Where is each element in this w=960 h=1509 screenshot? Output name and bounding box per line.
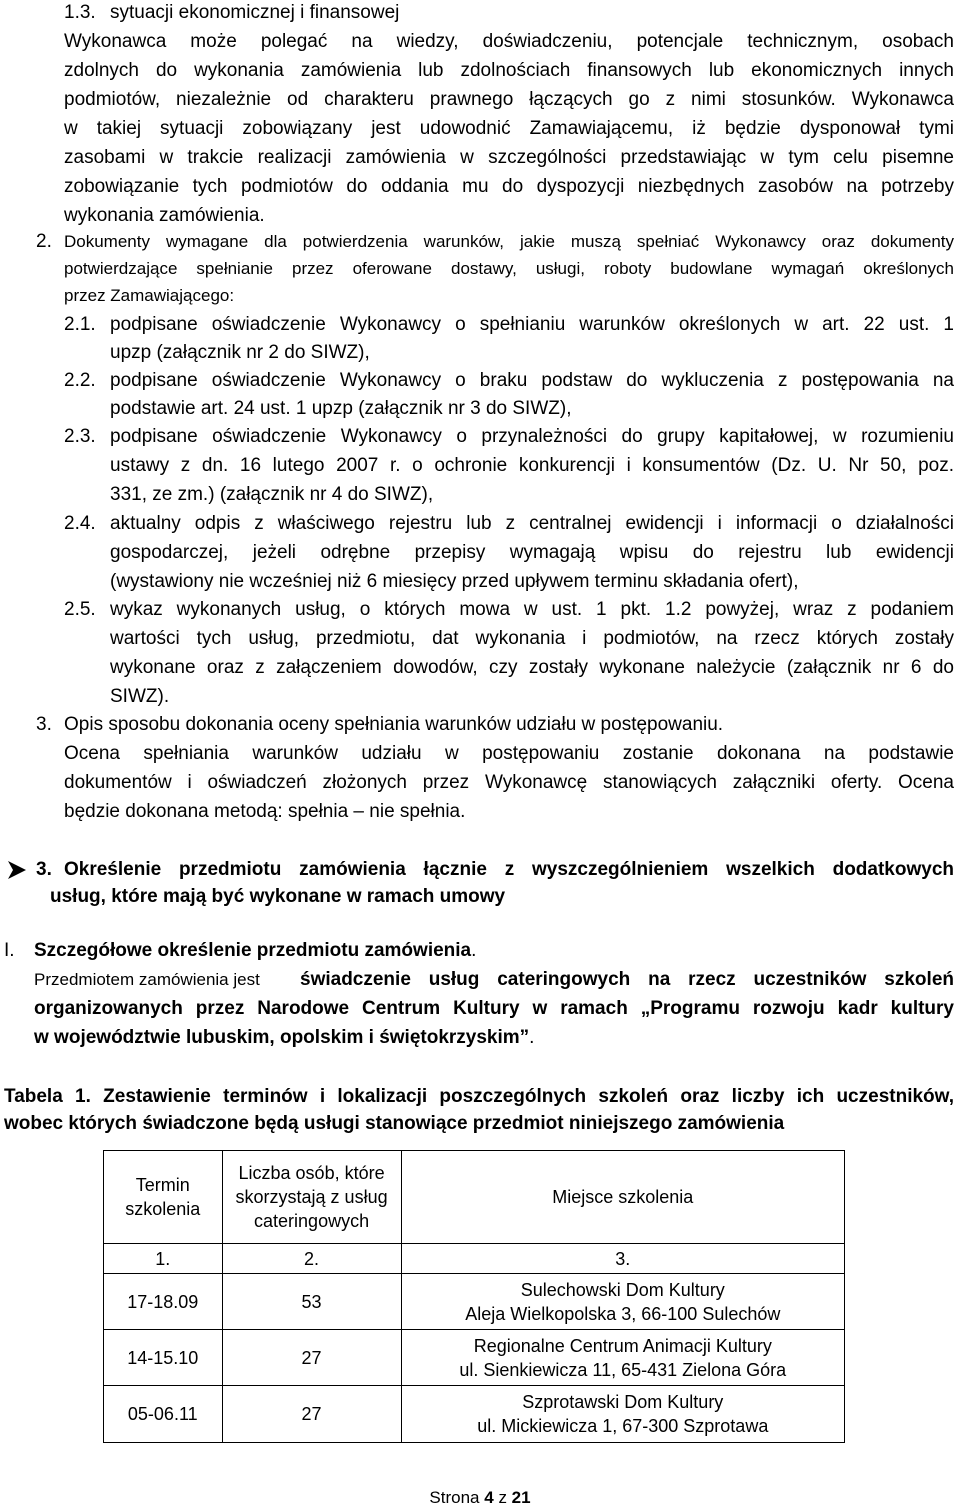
list-item-number: 2.1. xyxy=(64,314,96,335)
section-number: 3. xyxy=(36,714,52,735)
section-number: 2. xyxy=(36,231,52,252)
table-cell: 2. xyxy=(222,1244,401,1274)
paragraph-line: potwierdzające spełnianie przez oferowane dostawy, usługi, roboty budowlane wymagań określonych xyxy=(64,259,954,278)
intro-text: Przedmiotem zamówienia jest xyxy=(34,970,260,989)
list-item-line: wykonane oraz z załączeniem dowodów, czy zostały wykonane należycie (załącznik nr 6 do xyxy=(110,657,954,678)
subject-bold-line: w województwie lubuskim, opolskim i świętokrzyskim”. xyxy=(34,1027,535,1048)
list-item-line: podpisane oświadczenie Wykonawcy o spełnianiu warunków określonych w art. 22 ust. 1 xyxy=(110,314,954,335)
heading-line: Określenie przedmiotu zamówienia łącznie z wyszczególnieniem wszelkich dodatkowych xyxy=(64,859,954,880)
footer-separator: z xyxy=(498,1488,507,1507)
list-item-number: 2.2. xyxy=(64,370,96,391)
paragraph-line: dokumentów i oświadczeń złożonych przez Wykonawcę stanowiących załączniki oferty. Ocena xyxy=(64,772,954,793)
table-cell: 1. xyxy=(104,1244,223,1274)
list-item-number: 2.4. xyxy=(64,513,96,534)
paragraph-line: wykonania zamówienia. xyxy=(64,205,265,226)
list-item-line: podstawie art. 24 ust. 1 upzp (załącznik nr 3 do SIWZ), xyxy=(110,398,572,419)
table-cell: Sulechowski Dom Kultury Aleja Wielkopolska 3, 66-100 Sulechów xyxy=(401,1274,844,1330)
paragraph-line: Ocena spełniania warunków udziału w postępowaniu zostanie dokonana na podstawie xyxy=(64,743,954,764)
paragraph-line: zobowiązanie tych podmiotów do oddania mu do dyspozycji niezbędnych zasobów na potrzeby xyxy=(64,176,954,197)
table-row xyxy=(104,1330,845,1386)
table-cell: Regionalne Centrum Animacji Kultury ul. Sienkiewicza 11, 65-431 Zielona Góra xyxy=(401,1330,844,1386)
paragraph-line: przez Zamawiającego: xyxy=(64,286,235,305)
table-row xyxy=(104,1274,845,1330)
paragraph-line: zasobami w trakcie realizacji zamówienia w szczególności przedstawiając w tym celu pisemne xyxy=(64,147,954,168)
section-title: Szczegółowe określenie przedmiotu zamówienia. xyxy=(34,940,477,961)
subject-bold-line: organizowanych przez Narodowe Centrum Kultury w ramach „Programu rozwoju kadr kultury xyxy=(34,998,954,1019)
list-item-line: 331, ze zm.) (załącznik nr 4 do SIWZ), xyxy=(110,484,434,505)
table-cell: 53 xyxy=(222,1274,401,1330)
total-pages-number: 21 xyxy=(511,1488,531,1507)
paragraph-line: w takiej sytuacji zobowiązany jest udowodnić Zamawiającemu, iż będzie dysponował tymi xyxy=(64,118,954,139)
list-item-line: aktualny odpis z właściwego rejestru lub z centralnej ewidencji i informacji o działalności xyxy=(110,513,954,534)
heading-number: 3. xyxy=(36,859,52,880)
list-item-line: SIWZ). xyxy=(110,686,170,707)
table-cell: 17-18.09 xyxy=(104,1274,223,1330)
table-cell: 27 xyxy=(222,1330,401,1386)
section-number: I. xyxy=(4,940,15,961)
footer-prefix: Strona xyxy=(429,1488,480,1507)
list-item-line: upzp (załącznik nr 2 do SIWZ), xyxy=(110,342,370,363)
list-item-line: wartości tych usług, przedmiotu, dat wykonania i podmiotów, na rzecz których zostały xyxy=(110,628,954,649)
paragraph-line: podmiotów, niezależnie od charakteru prawnego łączących go z nimi stosunków. Wykonawca xyxy=(64,89,954,110)
list-item-line: wykaz wykonanych usług, o których mowa w ust. 1 pkt. 1.2 powyżej, wraz z podaniem xyxy=(110,599,954,620)
training-table xyxy=(103,1150,845,1443)
paragraph-line: będzie dokonana metodą: spełnia – nie spełnia. xyxy=(64,801,466,822)
section-title: sytuacji ekonomicznej i finansowej xyxy=(110,2,400,23)
table-caption: Tabela 1. Zestawienie terminów i lokalizacji poszczególnych szkoleń oraz liczby ich uczestników, xyxy=(4,1086,954,1107)
list-item-number: 2.3. xyxy=(64,426,96,447)
paragraph-line: Dokumenty wymagane dla potwierdzenia warunków, jakie muszą spełniać Wykonawcy oraz dokumenty xyxy=(64,232,954,251)
page-footer xyxy=(0,1488,960,1508)
list-item-line: (wystawiony nie wcześniej niż 6 miesięcy przed upływem terminu składania ofert), xyxy=(110,571,799,592)
table-cell: 3. xyxy=(401,1244,844,1274)
list-item-line: ustawy z dn. 16 lutego 2007 r. o ochronie konkurencji i konsumentów (Dz. U. Nr 50, poz. xyxy=(110,455,954,476)
table-cell: Szprotawski Dom Kultury ul. Mickiewicza 1, 67-300 Szprotawa xyxy=(401,1386,844,1443)
subject-bold-line: świadczenie usług cateringowych na rzecz uczestników szkoleń xyxy=(300,969,954,990)
section-title: Opis sposobu dokonania oceny spełniania warunków udziału w postępowaniu. xyxy=(64,714,724,735)
table-cell: 14-15.10 xyxy=(104,1330,223,1386)
heading-line: usług, które mają być wykonane w ramach umowy xyxy=(50,886,506,907)
list-item-line: podpisane oświadczenie Wykonawcy o przynależności do grupy kapitałowej, w rozumieniu xyxy=(110,426,954,447)
arrow-bullet-icon xyxy=(6,859,28,881)
list-item-line: gospodarczej, jeżeli odrębne przepisy wymagają wpisu do rejestru lub ewidencji xyxy=(110,542,954,563)
paragraph-line: zdolnych do wykonania zamówienia lub zdolnościach finansowych lub ekonomicznych innych xyxy=(64,60,954,81)
table-row xyxy=(104,1386,845,1443)
current-page-number: 4 xyxy=(484,1488,494,1507)
table-header-cell: Termin szkolenia xyxy=(104,1151,223,1244)
table-header-cell: Miejsce szkolenia xyxy=(401,1151,844,1244)
table-number-row xyxy=(104,1244,845,1274)
table-header-row xyxy=(104,1151,845,1244)
paragraph-line: Wykonawca może polegać na wiedzy, doświadczeniu, potencjale technicznym, osobach xyxy=(64,31,954,52)
table-cell: 05-06.11 xyxy=(104,1386,223,1443)
list-item-line: podpisane oświadczenie Wykonawcy o braku podstaw do wykluczenia z postępowania na xyxy=(110,370,954,391)
table-cell: 27 xyxy=(222,1386,401,1443)
table-caption: wobec których świadczone będą usługi stanowiące przedmiot niniejszego zamówienia xyxy=(4,1113,785,1134)
list-item-number: 2.5. xyxy=(64,599,96,620)
section-number: 1.3. xyxy=(64,2,96,23)
table-header-cell: Liczba osób, które skorzystają z usług cateringowych xyxy=(222,1151,401,1244)
